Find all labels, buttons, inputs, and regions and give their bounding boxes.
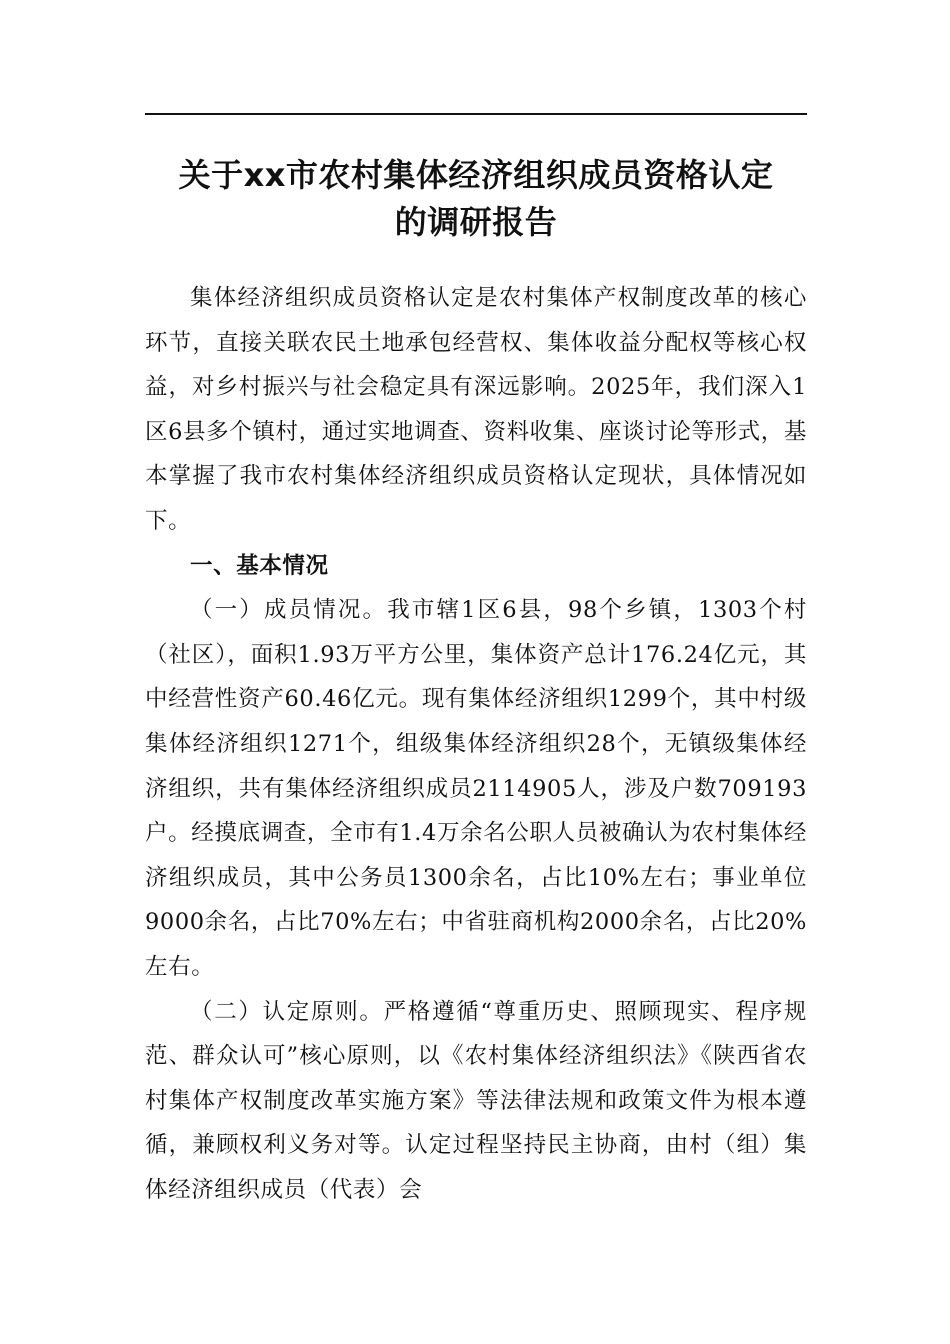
paragraph-member-situation: （一）成员情况。我市辖1区6县，98个乡镇，1303个村（社区），面积1.93万平方公里，集体资产总计176.24亿元，其中经营性资产60.46亿元。现有集体经济组织1299个，其中村级集体经济组织1271个，组级集体经济组织28个，无镇级集体经济组织，共有集体经济组织成员2114905人，涉及户数709193户。经摸底调查，全市有1.4万余名公职人员被确认为农村集体经济组织成员，其中公务员1300余名，占比10%左右；事业单位9000余名，占比70%左右；中省驻商机构2000余名，占比20%左右。	[145, 597, 807, 980]
document-title	[145, 152, 807, 246]
header-rule	[145, 113, 807, 115]
title-line-1: 关于xx市农村集体经济组织成员资格认定	[178, 156, 774, 194]
section-heading-basic-situation: 一、基本情况	[190, 552, 329, 579]
intro-paragraph: 集体经济组织成员资格认定是农村集体产权制度改革的核心环节，直接关联农民土地承包经营权、集体收益分配权等核心权益，对乡村振兴与社会稳定具有深远影响。2025年，我们深入1区6县多个镇村，通过实地调查、资料收集、座谈讨论等形式，基本掌握了我市农村集体经济组织成员资格认定现状，具体情况如下。	[145, 285, 807, 534]
title-line-2: 的调研报告	[394, 203, 558, 241]
document-body	[145, 276, 807, 1212]
paragraph-recognition-principles: （二）认定原则。严格遵循“尊重历史、照顾现实、程序规范、群众认可”核心原则，以《农村集体经济组织法》《陕西省农村集体产权制度改革实施方案》等法律法规和政策文件为根本遵循，兼顾权利义务对等。认定过程坚持民主协商，由村（组）集体经济组织成员（代表）会	[145, 998, 807, 1203]
